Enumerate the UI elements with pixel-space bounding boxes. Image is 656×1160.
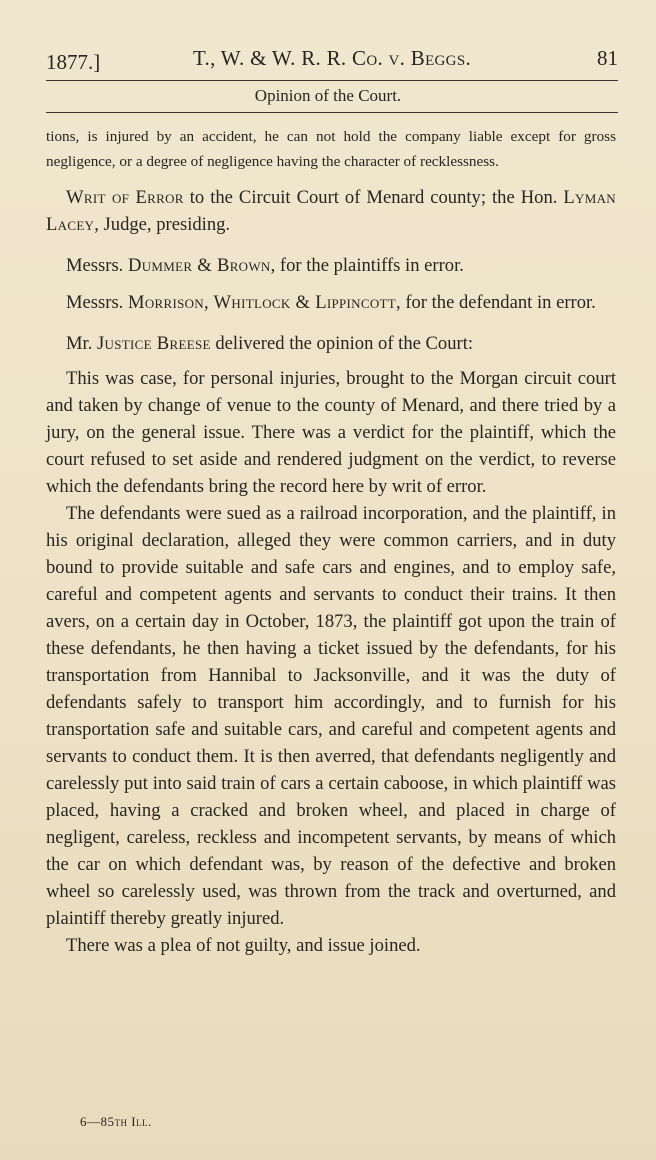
header-rule-bottom <box>46 112 618 113</box>
page-number: 81 <box>597 46 618 70</box>
opinion-paragraph: This was case, for personal injuries, brought to the Morgan circuit court and taken by change of venue to the county of Menard, and there tried by a jury, on the general issue. There was a verdict for the plaintiff, which the court refused to set aside and rendered judgment on the verdict, to reverse which the defendants bring the record here by writ of error. <box>46 368 616 497</box>
header-rule-top <box>46 80 618 81</box>
signature-mark: 6—85th Ill. <box>80 1114 152 1129</box>
writ-caption: Writ of Error <box>66 187 184 208</box>
header-year: 1877.] <box>46 50 101 74</box>
counsel-plaintiffs-prefix: Messrs. <box>66 255 128 276</box>
counsel-plaintiffs <box>46 252 616 279</box>
opinion-paragraph: The defendants were sued as a railroad incorporation, and the plaintiff, in his original declaration, alleged they were common carriers, and in duty bound to provide suitable and safe cars and engines, and to employ safe, careful and competent agents and servants to conduct their trains. It then avers, on a certain day in October, 1873, the plaintiff got upon the train of these defendants, he then having a ticket issued by the defendants, for his transportation from Hannibal to Jacksonville, and it was the duty of defendants safely to transport him accordingly, and to furnish for his transportation safe and suitable cars, and careful and competent agents and servants to conduct them. It is then averred, that defendants negligently and carelessly put into said train of cars a certain caboose, in which plaintiff was placed, having a cracked and broken wheel, and placed in charge of negligent, careless, reckless and incompetent servants, by means of which the car on which defendant was, by reason of the defective and broken wheel so carelessly used, was thrown from the track and overturned, and plaintiff thereby greatly injured. <box>46 503 616 929</box>
counsel-defendant <box>46 289 616 316</box>
opinion-intro <box>46 330 616 357</box>
counsel-plaintiffs-suffix: , for the plaintiffs in error. <box>270 255 464 276</box>
opinion-paragraph: There was a plea of not guilty, and issue joined. <box>66 935 421 956</box>
syllabus-fragment: tions, is injured by an accident, he can not hold the company liable except for gross negligence, or a degree of negligence having the character of recklessness. <box>46 128 616 170</box>
page-body <box>46 124 616 959</box>
opinion-intro-prefix: Mr. <box>66 333 97 354</box>
header-case-title: T., W. & W. R. R. Co. v. Beggs. <box>192 46 472 70</box>
judge-name: Lyman Lacey <box>46 187 616 235</box>
opinion-intro-suffix: delivered the opinion of the Court: <box>210 333 474 354</box>
counsel-plaintiffs-names: Dummer & Brown <box>127 255 271 276</box>
writ-text-2: , Judge, presiding. <box>94 214 231 235</box>
writ-of-error-line <box>46 184 616 238</box>
justice-name: Justice Breese <box>97 333 211 354</box>
counsel-defendant-names: Morrison, Whitlock & Lippincott <box>127 292 397 313</box>
running-header <box>46 44 618 74</box>
writ-text-1: to the Circuit Court of Menard county; the Hon. <box>183 187 564 208</box>
counsel-defendant-prefix: Messrs. <box>66 292 128 313</box>
section-subheading: Opinion of the Court. <box>254 86 402 105</box>
counsel-defendant-suffix: , for the defendant in error. <box>396 292 596 313</box>
